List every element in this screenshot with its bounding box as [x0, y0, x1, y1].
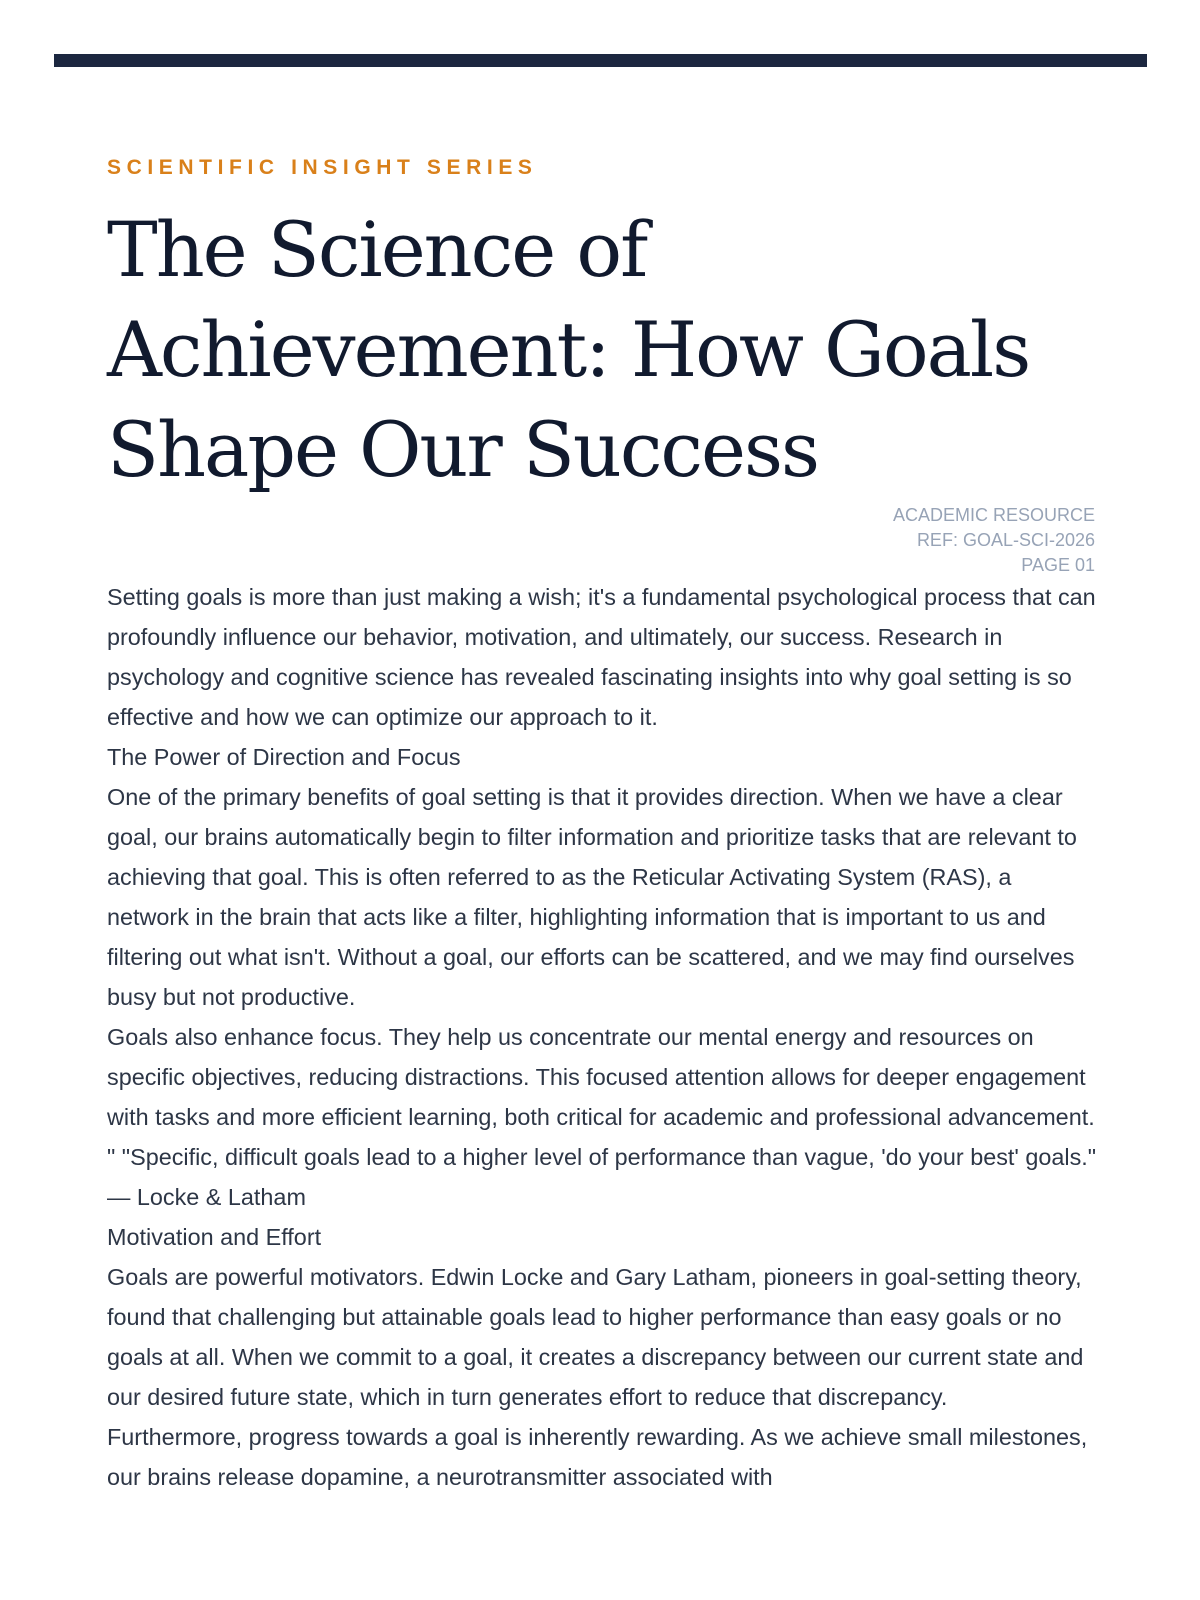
paragraph-direction: One of the primary benefits of goal setting is that it provides direction. When we have a clear goal, our brains automatically begin to filter information and prioritize tasks that are relevant to achieving that goal. This is often referred to as the Reticular Activating System (RAS), a network in the brain that acts like a filter, highlighting information that is important to us and filtering out what isn't. Without a goal, our efforts can be scattered, and we may find ourselves busy but not productive.	[107, 784, 1077, 1010]
document-meta	[893, 503, 1095, 578]
page-number: PAGE 01	[1021, 555, 1095, 575]
section-heading-motivation: Motivation and Effort	[107, 1224, 322, 1250]
top-rule	[54, 54, 1147, 67]
paragraph-progress: Furthermore, progress towards a goal is inherently rewarding. As we achieve small milestones, our brains release dopamine, a neurotransmitter associated with	[107, 1424, 1088, 1490]
intro-paragraph: Setting goals is more than just making a wish; it's a fundamental psychological process that can profoundly influence our behavior, motivation, and ultimately, our success. Research in psychology and cognitive science has revealed fascinating insights into why goal setting is so effective and how we can optimize our approach to it.	[107, 584, 1096, 730]
pull-quote: " "Specific, difficult goals lead to a higher level of performance than vague, 'do your best' goals." — Locke & Latham	[107, 1144, 1097, 1210]
page-title: The Science of Achievement: How Goals Shape Our Success	[107, 205, 1030, 494]
reference-code: REF: GOAL-SCI-2026	[916, 530, 1095, 550]
section-heading-direction: The Power of Direction and Focus	[107, 744, 461, 770]
article-body	[107, 577, 1097, 1497]
resource-type: ACADEMIC RESOURCE	[892, 505, 1095, 525]
series-label: SCIENTIFIC INSIGHT SERIES	[107, 156, 538, 179]
paragraph-motivation: Goals are powerful motivators. Edwin Locke and Gary Latham, pioneers in goal-setting theory, found that challenging but attainable goals lead to higher performance than easy goals or no goals at all. When we commit to a goal, it creates a discrepancy between our current state and our desired future state, which in turn generates effort to reduce that discrepancy.	[107, 1264, 1084, 1410]
paragraph-focus: Goals also enhance focus. They help us concentrate our mental energy and resources on specific objectives, reducing distractions. This focused attention allows for deeper engagement with tasks and more efficient learning, both critical for academic and professional advancement.	[107, 1024, 1095, 1130]
